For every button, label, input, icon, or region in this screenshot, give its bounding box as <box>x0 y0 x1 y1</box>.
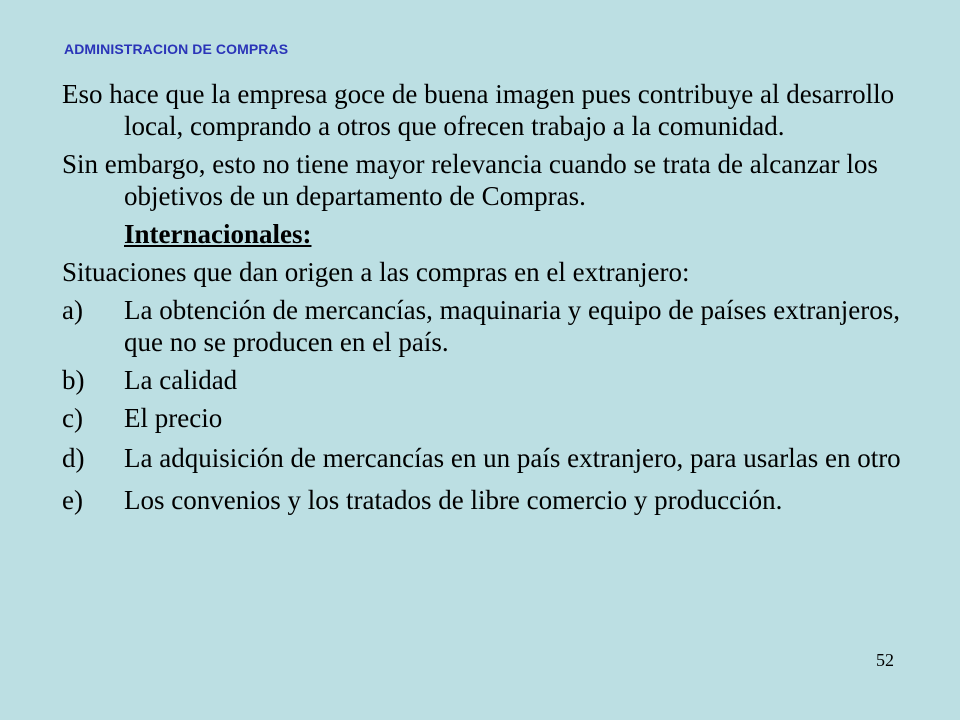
list-item-marker: e) <box>62 485 83 515</box>
list-item-marker: d) <box>62 443 85 473</box>
list-item-text: La obtención de mercancías, maquinaria y equipo de países extranjeros, que no se producen en el país. <box>124 295 900 357</box>
list-item <box>62 482 922 518</box>
list-item-text: El precio <box>124 403 223 433</box>
page-number: 52 <box>876 650 894 670</box>
slide-body <box>62 78 922 524</box>
list-intro: Situaciones que dan origen a las compras en el extranjero: <box>62 257 690 287</box>
list-item <box>62 440 922 476</box>
list-item-marker: a) <box>62 295 83 325</box>
list-item-text: La calidad <box>124 365 238 395</box>
list-item-marker: c) <box>62 403 83 433</box>
paragraph: Eso hace que la empresa goce de buena imagen pues contribuye al desarrollo local, comprando a otros que ofrecen trabajo a la comunidad. <box>62 79 895 141</box>
list-item-text: La adquisición de mercancías en un país extranjero, para usarlas en otro <box>124 443 901 473</box>
paragraph: Sin embargo, esto no tiene mayor relevancia cuando se trata de alcanzar los objetivos de un departamento de Compras. <box>62 149 878 211</box>
list-item <box>62 294 922 358</box>
slide-header-title: ADMINISTRACION DE COMPRAS <box>64 41 289 57</box>
list-item-text: Los convenios y los tratados de libre comercio y producción. <box>124 485 783 515</box>
list-item <box>62 364 922 396</box>
list-item <box>62 402 922 434</box>
section-subheading: Internacionales: <box>124 219 312 249</box>
list-item-marker: b) <box>62 365 85 395</box>
